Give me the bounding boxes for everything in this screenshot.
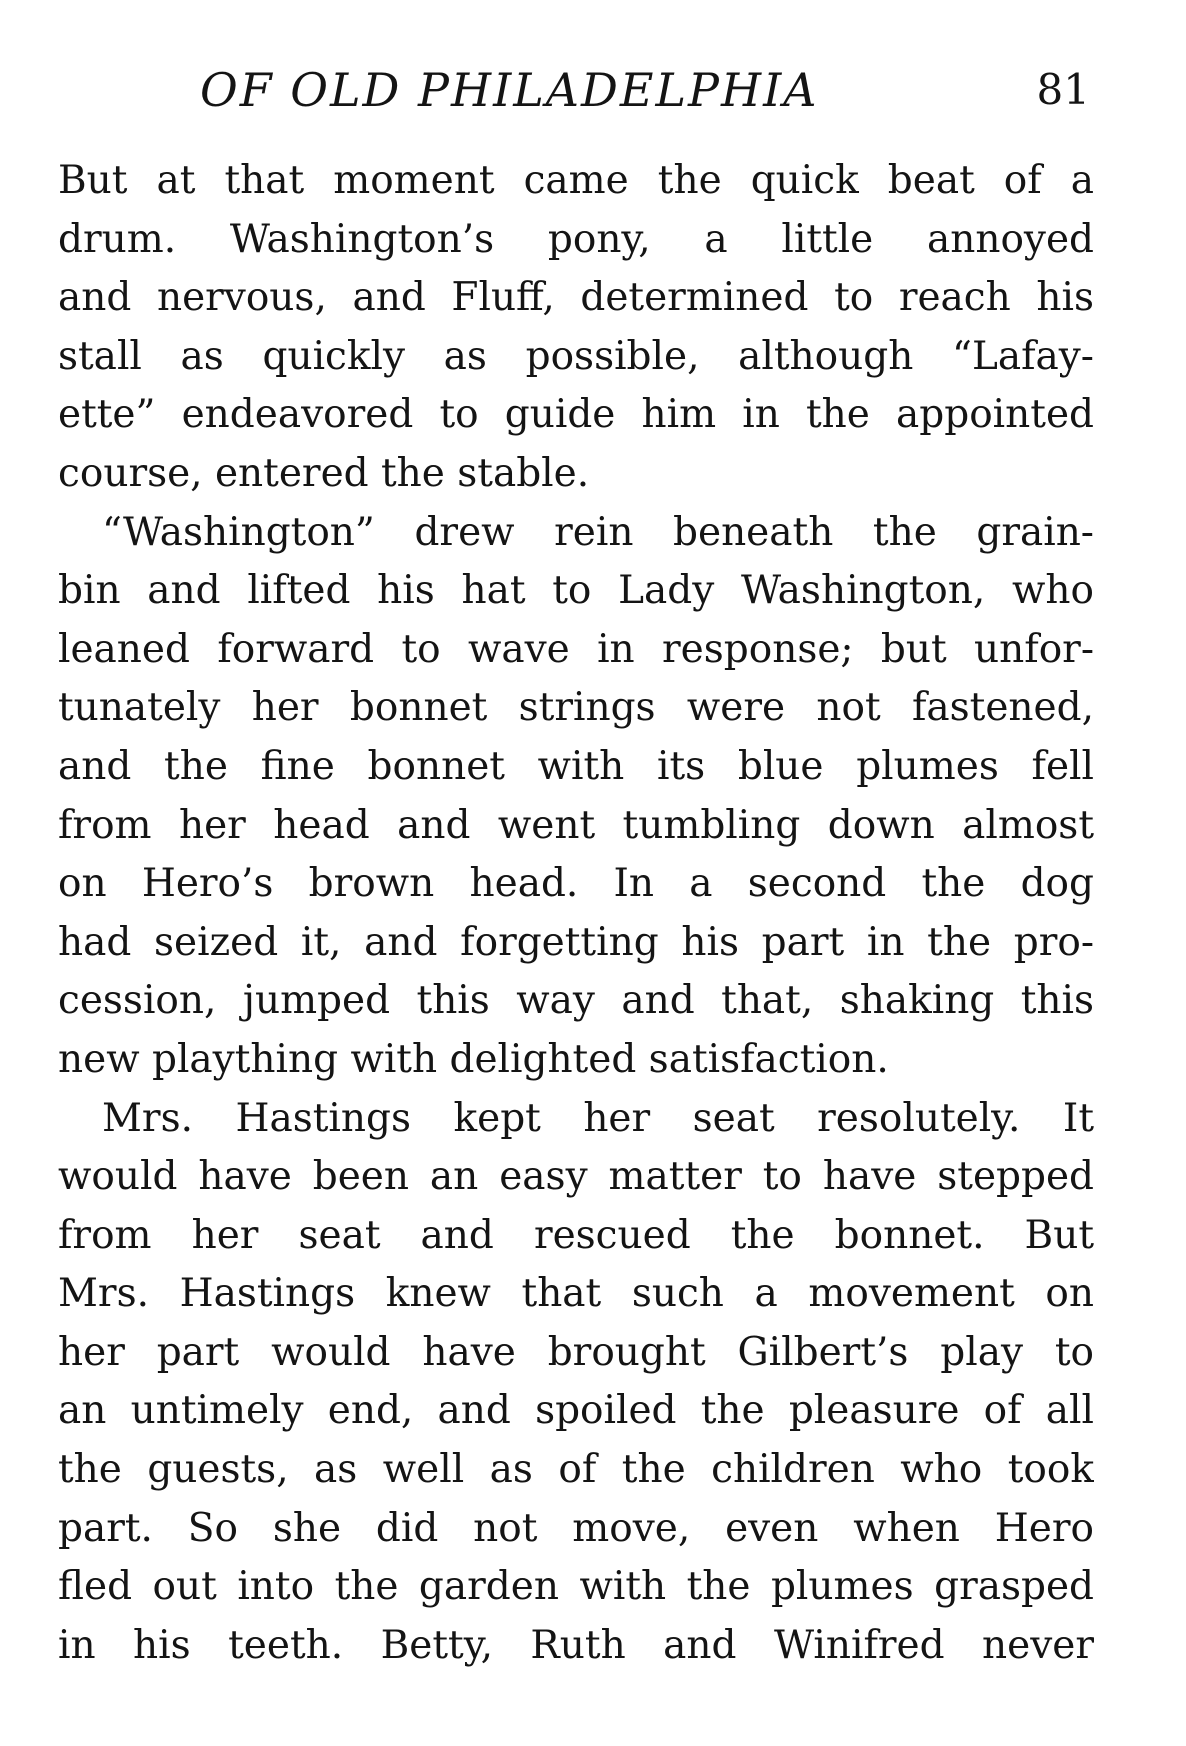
text-line: tunately her bonnet strings were not fastened,	[58, 685, 1094, 731]
text-line: stall as quickly as possible, although “Lafay-	[58, 333, 1094, 379]
text-line: “Washington” drew rein beneath the grain-	[102, 509, 1094, 555]
text-line: in his teeth. Betty, Ruth and Winifred never	[58, 1622, 1094, 1668]
text-line: But at that moment came the quick beat of a	[58, 158, 1094, 203]
running-title: OF OLD PHILADELPHIA	[200, 63, 819, 117]
text-line: would have been an easy matter to have stepped	[58, 1154, 1094, 1200]
text-line: on Hero’s brown head. In a second the dog	[58, 861, 1094, 907]
text-line: new plaything with delighted satisfaction.	[58, 1036, 889, 1082]
text-line: from her seat and rescued the bonnet. But	[58, 1212, 1094, 1258]
text-line: an untimely end, and spoiled the pleasure of all	[58, 1388, 1094, 1434]
page-number: 81	[1036, 65, 1090, 114]
text-line: leaned forward to wave in response; but unfor-	[58, 626, 1094, 672]
text-line: Mrs. Hastings kept her seat resolutely. It	[102, 1095, 1094, 1141]
text-line: had seized it, and forgetting his part in the pro-	[58, 919, 1094, 965]
body-text	[58, 152, 1094, 1675]
text-line: and the fine bonnet with its blue plumes fell	[58, 743, 1094, 789]
text-line: cession, jumped this way and that, shaking this	[58, 978, 1094, 1024]
text-line: from her head and went tumbling down almost	[58, 802, 1094, 848]
text-line: and nervous, and Fluff, determined to reach his	[58, 275, 1094, 321]
text-line: course, entered the stable.	[58, 450, 590, 496]
text-line: part. So she did not move, even when Hero	[58, 1505, 1094, 1551]
text-line: Mrs. Hastings knew that such a movement on	[58, 1271, 1094, 1317]
text-line: ette” endeavored to guide him in the appointed	[58, 392, 1094, 438]
text-line: fled out into the garden with the plumes grasped	[58, 1564, 1094, 1610]
text-line: the guests, as well as of the children who took	[58, 1447, 1094, 1493]
text-line: drum. Washington’s pony, a little annoyed	[58, 216, 1094, 262]
running-head	[200, 62, 1090, 122]
text-line: bin and lifted his hat to Lady Washington, who	[58, 568, 1094, 614]
text-line: her part would have brought Gilbert’s play to	[58, 1329, 1094, 1375]
